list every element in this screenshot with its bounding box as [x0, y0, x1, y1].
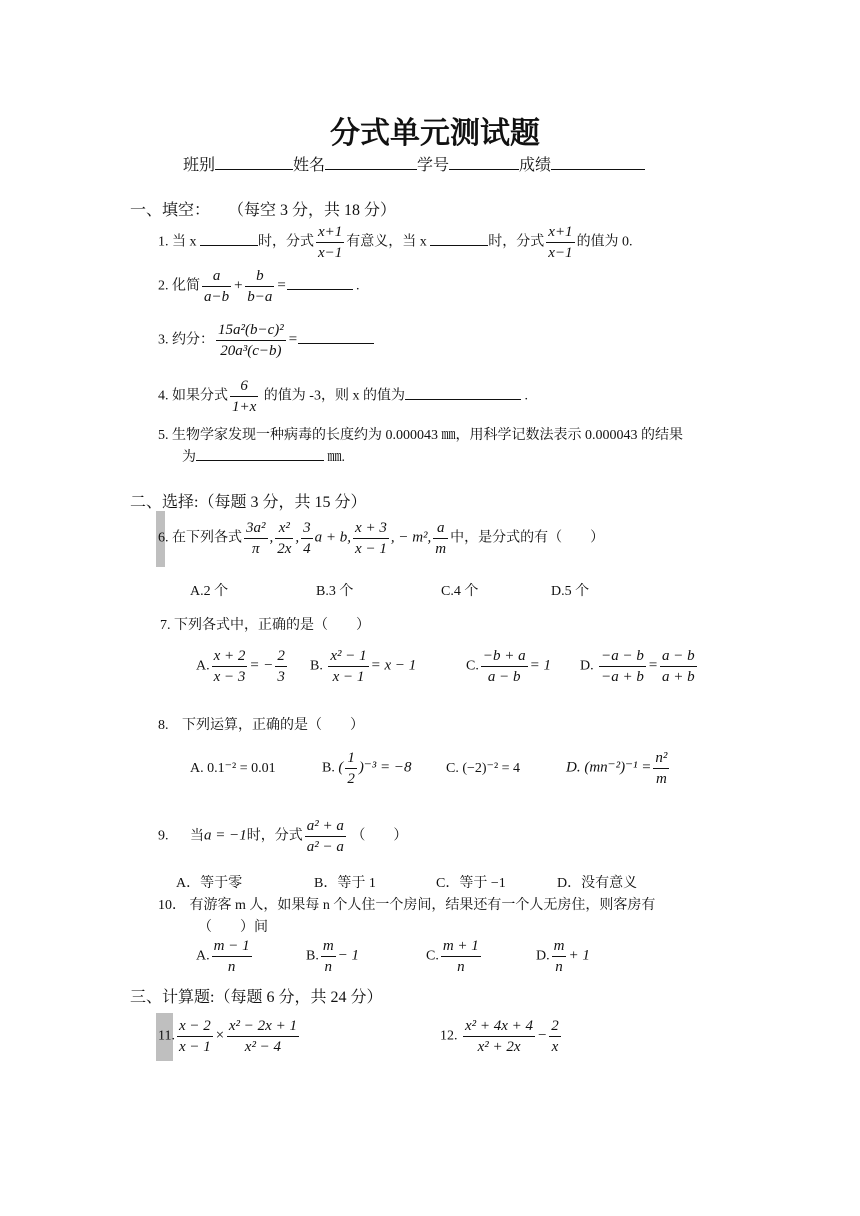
q6-expr-4: $\frac{x + 3}{x - 1}$	[355, 520, 387, 557]
q4-fraction: $\frac{6}{1+x}$	[232, 378, 257, 415]
q6-text-2: 中，是分式的有（ ）	[450, 530, 605, 546]
q1-text-1: 当 x	[172, 234, 197, 250]
q2-plus: +	[233, 277, 244, 294]
q7-d-fraction-1: $\frac{-a - b}{-a + b}$	[601, 648, 644, 685]
q7-option-b[interactable]: B. $\frac{\text{x² − 1}}{x - 1}$ = x − 1	[310, 648, 417, 685]
name-label: 姓名	[293, 157, 326, 174]
name-blank[interactable]	[325, 155, 417, 170]
q11-times: ×	[214, 1027, 225, 1044]
q7-option-a[interactable]: A. $\frac{x + 2}{x - 3}$ = − $\frac{2}{3}$	[196, 648, 285, 685]
q6-expr-6: $\frac{a}{m}$	[435, 520, 447, 557]
question-3	[158, 320, 374, 361]
q8-option-c[interactable]: C. (−2)⁻² = 4	[446, 761, 521, 776]
q3-text: 约分：	[172, 332, 214, 348]
q9-condition: a = −1	[204, 827, 247, 844]
q3-blank[interactable]	[298, 329, 374, 344]
q11-number: 11.	[158, 1028, 175, 1044]
q4-number: 4.	[158, 388, 169, 404]
q1-fraction-2: $\frac{x+1}{x-1}$	[548, 224, 573, 261]
section-calc-heading: 三、计算题:（每题 6 分，共 24 分）	[130, 989, 383, 1006]
q2-fraction-1: $\frac{a}{a-b}$	[204, 268, 230, 305]
number-label: 学号	[417, 157, 450, 174]
question-12	[440, 1016, 563, 1057]
q12-number: 12.	[440, 1028, 458, 1044]
q11-fraction-1: $\frac{x - 2}{x - 1}$	[178, 1018, 211, 1055]
number-blank[interactable]	[449, 155, 519, 170]
score-blank[interactable]	[551, 155, 645, 170]
q9-option-b[interactable]: B．等于 1	[314, 876, 376, 891]
q6-expr-2: $\frac{\text{x²}}{2x}$	[277, 520, 292, 557]
q9-text-1: 当	[190, 828, 204, 844]
q7-d-fraction-2: $\frac{a - b}{a + b}$	[662, 648, 695, 685]
q5-blank[interactable]	[196, 446, 324, 461]
score-label: 成绩	[519, 157, 552, 174]
q1-text-3: 有意义，当 x	[346, 234, 427, 250]
q10-option-b[interactable]: B. $\frac{m}{n}$ − 1	[306, 938, 360, 975]
section-choice-heading: 二、选择:（每题 3 分，共 15 分）	[130, 494, 367, 511]
q6-expr-3: $\frac{3}{4}$	[303, 520, 311, 557]
q9-option-c[interactable]: C．等于 −1	[436, 876, 506, 891]
q1-text-2: 时，分式	[258, 234, 314, 250]
q8-b-fraction: $\frac{1}{2}$	[347, 750, 355, 787]
q2-number: 2.	[158, 278, 169, 294]
q10-option-a[interactable]: A. $\frac{m - 1}{n}$	[196, 938, 250, 975]
q2-equals: =	[276, 277, 287, 294]
question-5-line-1: 5. 生物学家发现一种病毒的长度约为 0.000043 ㎜，用科学记数法表示 0.000043 的结果	[158, 428, 683, 443]
q7-c-fraction: $\frac{-b + a}{a - b}$	[482, 648, 526, 685]
q7-option-c[interactable]: C. $\frac{-b + a}{a - b}$ = 1	[466, 648, 551, 685]
q12-fraction-1: $\frac{\text{x² + 4x + 4}}{\text{x² + 2x}}$	[465, 1018, 534, 1055]
q9-text-2: 时，分式	[246, 828, 303, 844]
question-2	[158, 266, 360, 307]
q10-b-fraction: $\frac{m}{n}$	[322, 938, 334, 975]
q5-text-2: ㎜.	[327, 450, 345, 465]
question-10-line-1: 10． 有游客 m 人，如果每 n 个人住一个房间，结果还有一个人无房住，则客房有	[158, 898, 656, 913]
q11-fraction-2: $\frac{\text{x² − 2x + 1}}{\text{x² − 4}}$	[228, 1018, 297, 1055]
q9-option-d[interactable]: D．没有意义	[557, 876, 638, 891]
q6-option-a[interactable]: A.2 个	[190, 584, 229, 599]
q8-text: 下列运算，正确的是（ ）	[182, 718, 364, 733]
q3-number: 3.	[158, 332, 169, 348]
q9-number: 9.	[158, 828, 169, 844]
question-11	[158, 1016, 301, 1057]
q7-number: 7.	[160, 618, 171, 633]
q10-option-d[interactable]: D. $\frac{m}{n}$ + 1	[536, 938, 590, 975]
q6-text-1: 在下列各式	[172, 530, 242, 546]
q2-blank[interactable]	[287, 275, 353, 290]
q5-text-1: 为	[182, 450, 196, 465]
question-1	[158, 222, 633, 263]
q2-fraction-2: $\frac{b}{b-a}$	[247, 268, 273, 305]
q4-text-2: 的值为 -3，则 x 的值为	[263, 388, 405, 404]
q6-expr-1: $\frac{\text{3a²}}{\pi}$	[246, 520, 266, 557]
q10-c-fraction: $\frac{m + 1}{n}$	[442, 938, 479, 975]
q6-option-b[interactable]: B.3 个	[316, 584, 354, 599]
q1-number: 1.	[158, 234, 169, 250]
question-9	[158, 816, 407, 857]
q6-number: 6.	[158, 530, 169, 546]
q1-fraction-1: $\frac{x+1}{x-1}$	[318, 224, 343, 261]
q1-blank-2[interactable]	[430, 231, 488, 246]
q2-end: .	[356, 278, 360, 294]
q4-end: .	[524, 388, 528, 404]
q8-d-fraction: $\frac{\text{n²}}{m}$	[655, 750, 668, 787]
q7-a-fraction-2: $\frac{2}{3}$	[277, 648, 285, 685]
header-fields	[183, 152, 645, 175]
q9-text-3: （ ）	[351, 828, 408, 844]
class-blank[interactable]	[215, 155, 293, 170]
q12-minus: −	[537, 1027, 548, 1044]
q7-option-d[interactable]: D. $\frac{-a - b}{-a + b}$ = $\frac{a - b}{a + b}$	[580, 648, 695, 685]
section-fill-heading	[130, 197, 396, 220]
q7-a-fraction-1: $\frac{x + 2}{x - 3}$	[213, 648, 246, 685]
question-8	[158, 714, 364, 734]
q9-fraction: $\frac{\text{a² + a}}{\text{a² − a}}$	[306, 818, 344, 855]
question-7	[160, 614, 370, 634]
section-fill-note: （每空 3 分，共 18 分）	[228, 202, 397, 219]
question-10-line-2: （ ）间	[198, 920, 268, 935]
q7-text: 下列各式中，正确的是（ ）	[174, 618, 370, 633]
q6-expr-5: , − m²,	[390, 529, 432, 546]
q8-option-b[interactable]: B. ( $\frac{1}{2}$ )⁻³ = −8	[322, 750, 412, 787]
page-title: 分式单元测试题	[330, 116, 540, 151]
q10-option-c[interactable]: C. $\frac{m + 1}{n}$	[426, 938, 479, 975]
q12-fraction-2: $\frac{2}{x}$	[551, 1018, 559, 1055]
q10-d-fraction: $\frac{m}{n}$	[553, 938, 565, 975]
q3-equals: =	[287, 331, 298, 348]
q8-option-a[interactable]: A. 0.1⁻² = 0.01	[190, 761, 276, 776]
question-5-line-2	[182, 446, 345, 466]
q3-fraction: $\frac{\text{15a²(b−c)²}}{\text{20a³(c−b)}}$	[218, 322, 284, 359]
question-4	[158, 376, 528, 417]
q1-text-5: 的值为 0.	[576, 234, 633, 250]
q8-option-d[interactable]: D. (mn⁻²)⁻¹ = $\frac{\text{n²}}{m}$	[566, 750, 668, 787]
section-fill-title: 一、填空：	[130, 202, 211, 219]
q8-number: 8.	[158, 718, 169, 733]
q10-a-fraction: $\frac{m - 1}{n}$	[213, 938, 250, 975]
q1-text-4: 时，分式	[488, 234, 545, 250]
question-6: 6. 在下列各式 $\frac{\text{3a²}}{\pi}$ , $\frac{\text{x²}}{2x}$ , $\frac{3}{4}$ a + b, $\frac{x + 3}{x - 1}$ , − m², $\frac{a}{m}$ 中，是分式的有（ ）	[158, 520, 605, 557]
q6-option-c[interactable]: C.4 个	[441, 584, 479, 599]
class-label: 班别	[183, 157, 216, 174]
q6-option-d[interactable]: D.5 个	[551, 584, 590, 599]
q9-option-a[interactable]: A．等于零	[176, 876, 243, 891]
q4-blank[interactable]	[405, 385, 521, 400]
q7-b-fraction: $\frac{\text{x² − 1}}{x - 1}$	[330, 648, 367, 685]
q1-blank-1[interactable]	[200, 231, 258, 246]
q6-expr-3-tail: a + b,	[314, 529, 352, 546]
q2-text: 化简	[172, 278, 200, 294]
q4-text-1: 如果分式	[172, 388, 228, 404]
